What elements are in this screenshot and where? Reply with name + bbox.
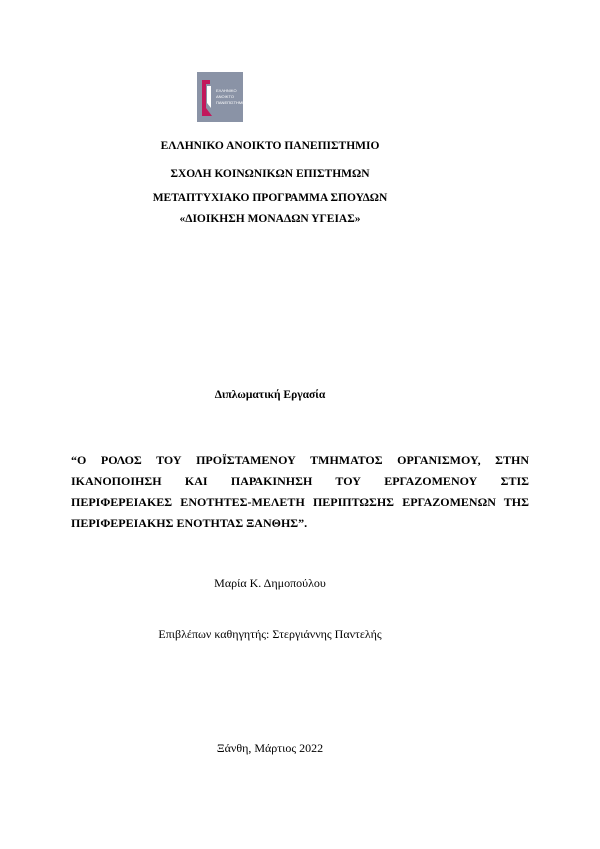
document-type: Διπλωματική Εργασία bbox=[214, 389, 326, 401]
university-logo bbox=[197, 72, 247, 122]
university-name: ΕΛΛΗΝΙΚΟ ΑΝΟΙΚΤΟ ΠΑΝΕΠΙΣΤΗΜΙΟ bbox=[160, 140, 380, 152]
thesis-title: “Ο ΡΟΛΟΣ ΤΟΥ ΠΡΟΪΣΤΑΜΕΝΟΥ ΤΜΗΜΑΤΟΣ ΟΡΓΑΝΙΣΜΟΥ, ΣΤΗΝ ΙΚΑΝΟΠΟΙΗΣΗ ΚΑΙ ΠΑΡΑΚΙΝΗΣΗ ΤΟΥ ΕΡΓΑΖΟΜΕΝΟΥ ΣΤΙΣ ΠΕΡΙΦΕΡΕΙΑΚΕΣ ΕΝΟΤΗΤΕΣ-ΜΕΛΕΤΗ ΠΕΡΙΠΤΩΣΗΣ ΕΡΓΑΖΟΜΕΝΩΝ ΤΗΣ ΠΕΡΙΦΕΡΕΙΑΚΗΣ ΕΝΟΤΗΤΑΣ ΞΑΝΘΗΣ”. bbox=[71, 453, 529, 530]
logo-line: ΠΑΝΕΠΙΣΤΗΜΙΟ bbox=[216, 100, 247, 105]
school-name: ΣΧΟΛΗ ΚΟΙΝΩΝΙΚΩΝ ΕΠΙΣΤΗΜΩΝ bbox=[170, 168, 370, 180]
supervisor: Επιβλέπων καθηγητής: Στεργιάννης Παντελής bbox=[158, 627, 382, 641]
logo-text bbox=[216, 88, 246, 106]
logo-line: ΑΝΟΙΚΤΟ bbox=[216, 94, 234, 99]
logo-mark-icon bbox=[201, 78, 213, 118]
specialization-name: «ΔΙΟΙΚΗΣΗ ΜΟΝΑΔΩΝ ΥΓΕΙΑΣ» bbox=[179, 213, 361, 225]
logo-line: ΕΛΛΗΝΙΚΟ bbox=[216, 88, 237, 93]
place-date: Ξάνθη, Μάρτιος 2022 bbox=[216, 741, 324, 755]
author-name: Μαρία Κ. Δημοπούλου bbox=[214, 576, 326, 590]
program-name: ΜΕΤΑΠΤΥΧΙΑΚΟ ΠΡΟΓΡΑΜΜΑ ΣΠΟΥΔΩΝ bbox=[152, 192, 388, 204]
